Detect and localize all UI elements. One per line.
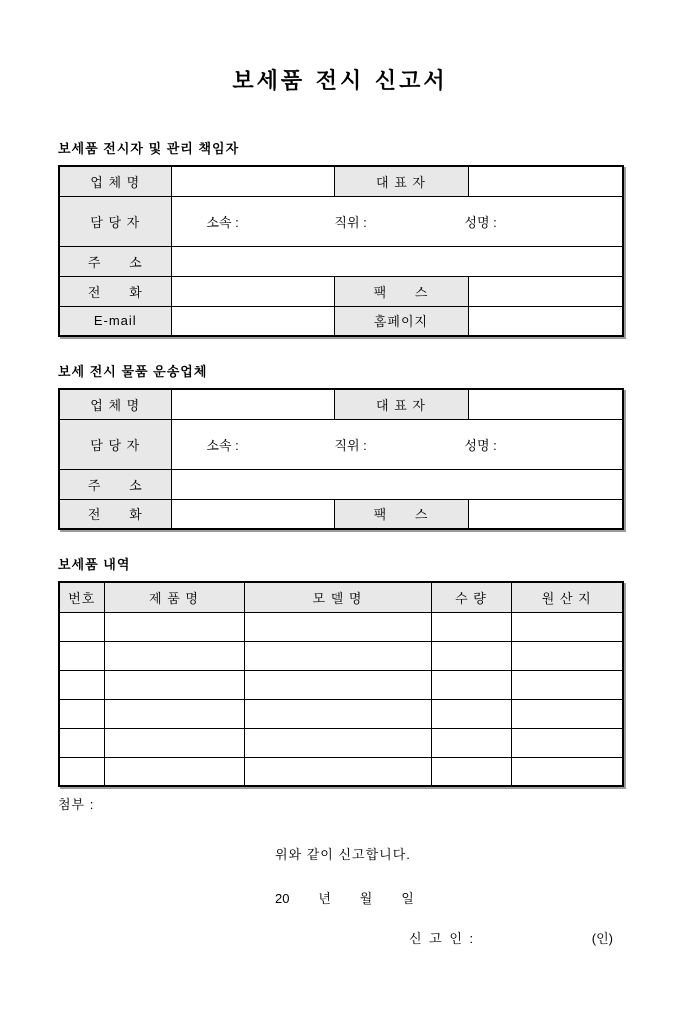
manager-label: 담 당 자 — [59, 196, 171, 246]
form-page — [0, 64, 680, 1026]
phone-value[interactable] — [171, 499, 334, 529]
email-value[interactable] — [171, 306, 334, 336]
table-row — [59, 196, 623, 246]
address-label: 주 소 — [59, 246, 171, 276]
goods-table-row — [59, 612, 623, 641]
goods-table-cell[interactable] — [104, 728, 244, 757]
fax-value[interactable] — [468, 276, 623, 306]
section-heading-goods: 보세품 내역 — [58, 557, 131, 572]
goods-table-cell[interactable] — [59, 699, 104, 728]
goods-table-cell[interactable] — [511, 757, 623, 786]
address-value[interactable] — [171, 469, 623, 499]
company-name-value[interactable] — [171, 166, 334, 196]
declarant-label: 신 고 인 : — [409, 931, 476, 946]
manager-position-label: 직위 : — [334, 437, 367, 453]
fax-label: 팩 스 — [334, 276, 468, 306]
address-label: 주 소 — [59, 469, 171, 499]
goods-table-cell[interactable] — [244, 670, 431, 699]
fax-label: 팩 스 — [334, 499, 468, 529]
manager-value[interactable] — [171, 419, 623, 469]
table-row — [59, 499, 623, 529]
representative-label: 대 표 자 — [334, 389, 468, 419]
page-title: 보세품 전시 신고서 — [232, 68, 448, 94]
goods-table-cell[interactable] — [431, 757, 511, 786]
goods-table-cell[interactable] — [511, 641, 623, 670]
email-label: E-mail — [59, 306, 171, 336]
goods-table-cell[interactable] — [431, 728, 511, 757]
col-origin: 원 산 지 — [511, 582, 623, 612]
company-name-label: 업 체 명 — [59, 389, 171, 419]
goods-table-cell[interactable] — [244, 699, 431, 728]
goods-table-cell[interactable] — [244, 641, 431, 670]
goods-table-row — [59, 641, 623, 670]
fax-value[interactable] — [468, 499, 623, 529]
col-number: 번호 — [59, 582, 104, 612]
representative-value[interactable] — [468, 166, 623, 196]
goods-table-cell[interactable] — [431, 699, 511, 728]
goods-table-cell[interactable] — [511, 670, 623, 699]
goods-header-row — [59, 582, 623, 612]
goods-table-cell[interactable] — [244, 757, 431, 786]
manager-value[interactable] — [171, 196, 623, 246]
table-row — [59, 469, 623, 499]
goods-table-cell[interactable] — [511, 728, 623, 757]
phone-label: 전 화 — [59, 276, 171, 306]
goods-table-cell[interactable] — [431, 641, 511, 670]
table-row — [59, 306, 623, 336]
declaration-text: 위와 같이 신고합니다. — [275, 847, 411, 862]
goods-table — [58, 581, 624, 787]
goods-table-cell[interactable] — [104, 641, 244, 670]
section-heading-transporter: 보세 전시 물품 운송업체 — [58, 364, 208, 379]
transporter-table — [58, 388, 624, 530]
col-product-name: 제 품 명 — [104, 582, 244, 612]
goods-table-row — [59, 699, 623, 728]
manager-affiliation-label: 소속 : — [206, 214, 239, 230]
goods-table-cell[interactable] — [511, 612, 623, 641]
representative-label: 대 표 자 — [334, 166, 468, 196]
goods-table-cell[interactable] — [431, 612, 511, 641]
goods-table-cell[interactable] — [104, 699, 244, 728]
manager-name-label: 성명 : — [464, 214, 497, 230]
company-name-value[interactable] — [171, 389, 334, 419]
seal-placeholder: (인) — [591, 931, 613, 946]
table-row — [59, 246, 623, 276]
goods-table-cell[interactable] — [59, 641, 104, 670]
manager-affiliation-label: 소속 : — [206, 437, 239, 453]
exhibitor-table — [58, 165, 624, 337]
goods-table-row — [59, 757, 623, 786]
goods-table-cell[interactable] — [104, 612, 244, 641]
goods-table-row — [59, 728, 623, 757]
goods-table-row — [59, 670, 623, 699]
goods-table-cell[interactable] — [59, 728, 104, 757]
goods-table-cell[interactable] — [104, 670, 244, 699]
goods-table-cell[interactable] — [59, 612, 104, 641]
section-heading-exhibitor: 보세품 전시자 및 관리 책임자 — [58, 141, 240, 156]
manager-position-label: 직위 : — [334, 214, 367, 230]
col-model-name: 모 델 명 — [244, 582, 431, 612]
goods-table-cell[interactable] — [511, 699, 623, 728]
goods-table-cell[interactable] — [431, 670, 511, 699]
col-quantity: 수 량 — [431, 582, 511, 612]
table-row — [59, 276, 623, 306]
table-row — [59, 419, 623, 469]
declarant-row — [58, 928, 622, 947]
company-name-label: 업 체 명 — [59, 166, 171, 196]
homepage-value[interactable] — [468, 306, 623, 336]
table-row — [59, 166, 623, 196]
goods-table-cell[interactable] — [104, 757, 244, 786]
goods-table-cell[interactable] — [59, 670, 104, 699]
goods-table-cell[interactable] — [59, 757, 104, 786]
goods-table-cell[interactable] — [244, 728, 431, 757]
representative-value[interactable] — [468, 389, 623, 419]
manager-label: 담 당 자 — [59, 419, 171, 469]
homepage-label: 홈페이지 — [334, 306, 468, 336]
address-value[interactable] — [171, 246, 623, 276]
goods-table-body — [59, 612, 623, 786]
goods-table-cell[interactable] — [244, 612, 431, 641]
manager-name-label: 성명 : — [464, 437, 497, 453]
phone-label: 전 화 — [59, 499, 171, 529]
attachment-label: 첨부 : — [58, 797, 95, 812]
phone-value[interactable] — [171, 276, 334, 306]
date-line: 20 년 월 일 — [275, 891, 414, 906]
table-row — [59, 389, 623, 419]
